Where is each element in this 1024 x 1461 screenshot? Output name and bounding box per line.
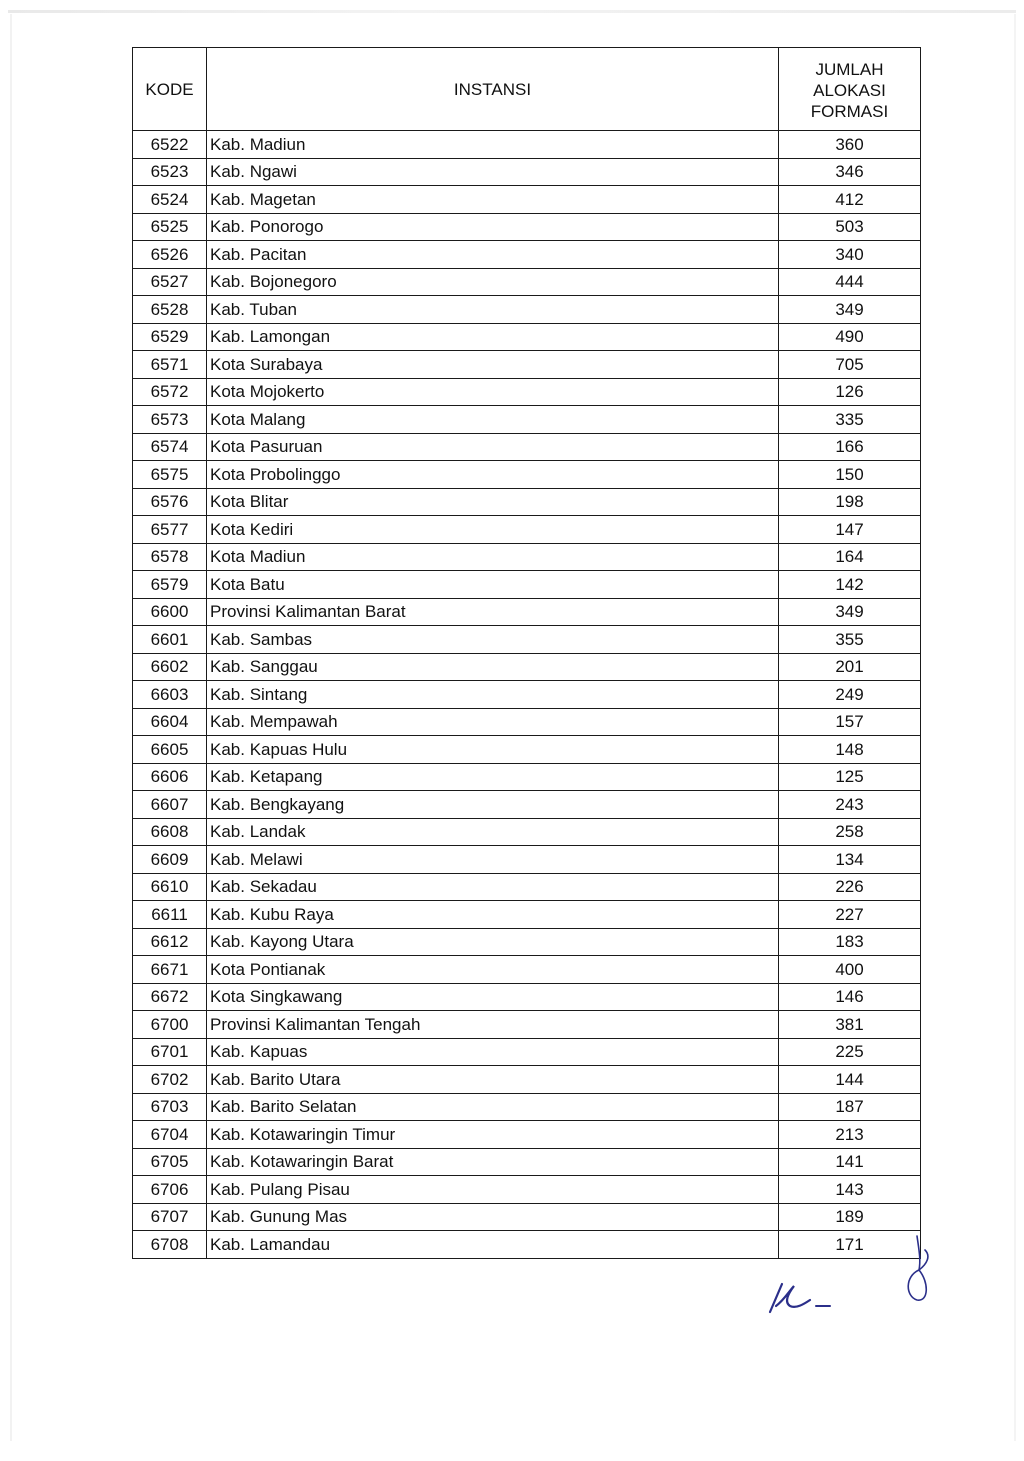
instansi-cell: Provinsi Kalimantan Barat: [207, 598, 779, 626]
header-kode: KODE: [133, 48, 207, 131]
instansi-cell: Kab. Lamongan: [207, 323, 779, 351]
table-row: [133, 1011, 921, 1039]
table-row: [133, 516, 921, 544]
jumlah-cell: 226: [779, 873, 921, 901]
instansi-cell: Kab. Gunung Mas: [207, 1203, 779, 1231]
instansi-cell: Kab. Barito Utara: [207, 1066, 779, 1094]
table-row: [133, 846, 921, 874]
table-row: [133, 653, 921, 681]
instansi-cell: Kota Batu: [207, 571, 779, 599]
formasi-table: [132, 47, 921, 1259]
kode-cell: 6523: [133, 158, 207, 186]
kode-cell: 6524: [133, 186, 207, 214]
table-row: [133, 901, 921, 929]
table-row: [133, 708, 921, 736]
kode-cell: 6577: [133, 516, 207, 544]
table-row: [133, 158, 921, 186]
kode-cell: 6707: [133, 1203, 207, 1231]
instansi-cell: Kota Mojokerto: [207, 378, 779, 406]
kode-cell: 6602: [133, 653, 207, 681]
table-row: [133, 1121, 921, 1149]
kode-cell: 6574: [133, 433, 207, 461]
jumlah-cell: 412: [779, 186, 921, 214]
instansi-cell: Kab. Magetan: [207, 186, 779, 214]
kode-cell: 6612: [133, 928, 207, 956]
kode-cell: 6606: [133, 763, 207, 791]
jumlah-cell: 503: [779, 213, 921, 241]
instansi-cell: Kab. Pacitan: [207, 241, 779, 269]
jumlah-cell: 183: [779, 928, 921, 956]
kode-cell: 6705: [133, 1148, 207, 1176]
kode-cell: 6528: [133, 296, 207, 324]
table-row: [133, 131, 921, 159]
table-row: [133, 956, 921, 984]
instansi-cell: Kab. Kapuas: [207, 1038, 779, 1066]
jumlah-cell: 187: [779, 1093, 921, 1121]
instansi-cell: Kota Pasuruan: [207, 433, 779, 461]
jumlah-cell: 141: [779, 1148, 921, 1176]
instansi-cell: Kab. Pulang Pisau: [207, 1176, 779, 1204]
kode-cell: 6609: [133, 846, 207, 874]
jumlah-cell: 705: [779, 351, 921, 379]
table-row: [133, 488, 921, 516]
instansi-cell: Kab. Barito Selatan: [207, 1093, 779, 1121]
table-row: [133, 186, 921, 214]
scan-edge-top: [8, 10, 1016, 13]
instansi-cell: Kab. Sekadau: [207, 873, 779, 901]
table-row: [133, 1148, 921, 1176]
scan-edge-right: [1014, 14, 1016, 1441]
kode-cell: 6529: [133, 323, 207, 351]
table-row: [133, 791, 921, 819]
instansi-cell: Kab. Kubu Raya: [207, 901, 779, 929]
table-row: [133, 928, 921, 956]
kode-cell: 6672: [133, 983, 207, 1011]
jumlah-cell: 360: [779, 131, 921, 159]
table-row: [133, 213, 921, 241]
kode-cell: 6601: [133, 626, 207, 654]
header-instansi: INSTANSI: [207, 48, 779, 131]
kode-cell: 6603: [133, 681, 207, 709]
table-row: [133, 1231, 921, 1259]
table-row: [133, 1066, 921, 1094]
kode-cell: 6607: [133, 791, 207, 819]
instansi-cell: Kota Singkawang: [207, 983, 779, 1011]
instansi-cell: Kota Madiun: [207, 543, 779, 571]
instansi-cell: Kab. Bojonegoro: [207, 268, 779, 296]
kode-cell: 6610: [133, 873, 207, 901]
jumlah-cell: 164: [779, 543, 921, 571]
table-row: [133, 1176, 921, 1204]
header-row: [133, 48, 921, 131]
table-row: [133, 268, 921, 296]
instansi-cell: Kab. Kapuas Hulu: [207, 736, 779, 764]
margin-paraf: [895, 1230, 945, 1310]
kode-cell: 6526: [133, 241, 207, 269]
kode-cell: 6704: [133, 1121, 207, 1149]
kode-cell: 6608: [133, 818, 207, 846]
instansi-cell: Kab. Ngawi: [207, 158, 779, 186]
instansi-cell: Kab. Melawi: [207, 846, 779, 874]
instansi-cell: Kab. Kotawaringin Timur: [207, 1121, 779, 1149]
instansi-cell: Kota Probolinggo: [207, 461, 779, 489]
instansi-cell: Kab. Tuban: [207, 296, 779, 324]
jumlah-cell: 150: [779, 461, 921, 489]
header-jumlah-alokasi-formasi: [779, 48, 921, 131]
kode-cell: 6522: [133, 131, 207, 159]
jumlah-cell: 490: [779, 323, 921, 351]
header-jumlah-line-2: ALOKASI: [813, 80, 886, 100]
kode-cell: 6571: [133, 351, 207, 379]
jumlah-cell: 147: [779, 516, 921, 544]
kode-cell: 6575: [133, 461, 207, 489]
scan-edge-left: [10, 14, 12, 1441]
kode-cell: 6573: [133, 406, 207, 434]
table-row: [133, 461, 921, 489]
table-row: [133, 241, 921, 269]
jumlah-cell: 125: [779, 763, 921, 791]
instansi-cell: Kab. Madiun: [207, 131, 779, 159]
instansi-cell: Kab. Bengkayang: [207, 791, 779, 819]
table-row: [133, 763, 921, 791]
jumlah-cell: 249: [779, 681, 921, 709]
jumlah-cell: 213: [779, 1121, 921, 1149]
table-row: [133, 406, 921, 434]
jumlah-cell: 157: [779, 708, 921, 736]
table-row: [133, 818, 921, 846]
kode-cell: 6527: [133, 268, 207, 296]
instansi-cell: Kab. Sintang: [207, 681, 779, 709]
kode-cell: 6576: [133, 488, 207, 516]
jumlah-cell: 142: [779, 571, 921, 599]
instansi-cell: Kota Surabaya: [207, 351, 779, 379]
jumlah-cell: 201: [779, 653, 921, 681]
instansi-cell: Kab. Mempawah: [207, 708, 779, 736]
header-jumlah-line-1: JUMLAH: [815, 59, 884, 79]
kode-cell: 6578: [133, 543, 207, 571]
table-row: [133, 351, 921, 379]
jumlah-cell: 146: [779, 983, 921, 1011]
jumlah-cell: 349: [779, 296, 921, 324]
jumlah-cell: 198: [779, 488, 921, 516]
table-row: [133, 323, 921, 351]
jumlah-cell: 126: [779, 378, 921, 406]
table-row: [133, 736, 921, 764]
instansi-cell: Kab. Kotawaringin Barat: [207, 1148, 779, 1176]
jumlah-cell: 355: [779, 626, 921, 654]
instansi-cell: Kab. Sanggau: [207, 653, 779, 681]
jumlah-cell: 171: [779, 1231, 921, 1259]
jumlah-cell: 444: [779, 268, 921, 296]
kode-cell: 6700: [133, 1011, 207, 1039]
initials-signature: [760, 1276, 850, 1316]
kode-cell: 6604: [133, 708, 207, 736]
kode-cell: 6702: [133, 1066, 207, 1094]
kode-cell: 6572: [133, 378, 207, 406]
table-body: [133, 131, 921, 1259]
jumlah-cell: 400: [779, 956, 921, 984]
jumlah-cell: 143: [779, 1176, 921, 1204]
header-jumlah-line-3: FORMASI: [810, 101, 889, 121]
table-row: [133, 1038, 921, 1066]
jumlah-cell: 166: [779, 433, 921, 461]
kode-cell: 6703: [133, 1093, 207, 1121]
table-row: [133, 571, 921, 599]
instansi-cell: Kota Malang: [207, 406, 779, 434]
jumlah-cell: 335: [779, 406, 921, 434]
instansi-cell: Kab. Sambas: [207, 626, 779, 654]
jumlah-cell: 225: [779, 1038, 921, 1066]
instansi-cell: Kab. Ponorogo: [207, 213, 779, 241]
jumlah-cell: 227: [779, 901, 921, 929]
table-row: [133, 983, 921, 1011]
kode-cell: 6525: [133, 213, 207, 241]
kode-cell: 6708: [133, 1231, 207, 1259]
kode-cell: 6671: [133, 956, 207, 984]
table-row: [133, 296, 921, 324]
instansi-cell: Kab. Lamandau: [207, 1231, 779, 1259]
jumlah-cell: 349: [779, 598, 921, 626]
kode-cell: 6579: [133, 571, 207, 599]
table-row: [133, 378, 921, 406]
kode-cell: 6605: [133, 736, 207, 764]
table-row: [133, 433, 921, 461]
instansi-cell: Kab. Landak: [207, 818, 779, 846]
jumlah-cell: 346: [779, 158, 921, 186]
kode-cell: 6701: [133, 1038, 207, 1066]
jumlah-cell: 340: [779, 241, 921, 269]
instansi-cell: Kota Pontianak: [207, 956, 779, 984]
table-row: [133, 626, 921, 654]
table-row: [133, 1203, 921, 1231]
table-row: [133, 873, 921, 901]
instansi-cell: Kota Blitar: [207, 488, 779, 516]
kode-cell: 6611: [133, 901, 207, 929]
jumlah-cell: 243: [779, 791, 921, 819]
table-header: [133, 48, 921, 131]
instansi-cell: Provinsi Kalimantan Tengah: [207, 1011, 779, 1039]
jumlah-cell: 189: [779, 1203, 921, 1231]
jumlah-cell: 144: [779, 1066, 921, 1094]
table-row: [133, 681, 921, 709]
instansi-cell: Kota Kediri: [207, 516, 779, 544]
table-row: [133, 1093, 921, 1121]
jumlah-cell: 258: [779, 818, 921, 846]
jumlah-cell: 148: [779, 736, 921, 764]
jumlah-cell: 381: [779, 1011, 921, 1039]
instansi-cell: Kab. Kayong Utara: [207, 928, 779, 956]
instansi-cell: Kab. Ketapang: [207, 763, 779, 791]
table-row: [133, 598, 921, 626]
kode-cell: 6600: [133, 598, 207, 626]
jumlah-cell: 134: [779, 846, 921, 874]
table-row: [133, 543, 921, 571]
kode-cell: 6706: [133, 1176, 207, 1204]
